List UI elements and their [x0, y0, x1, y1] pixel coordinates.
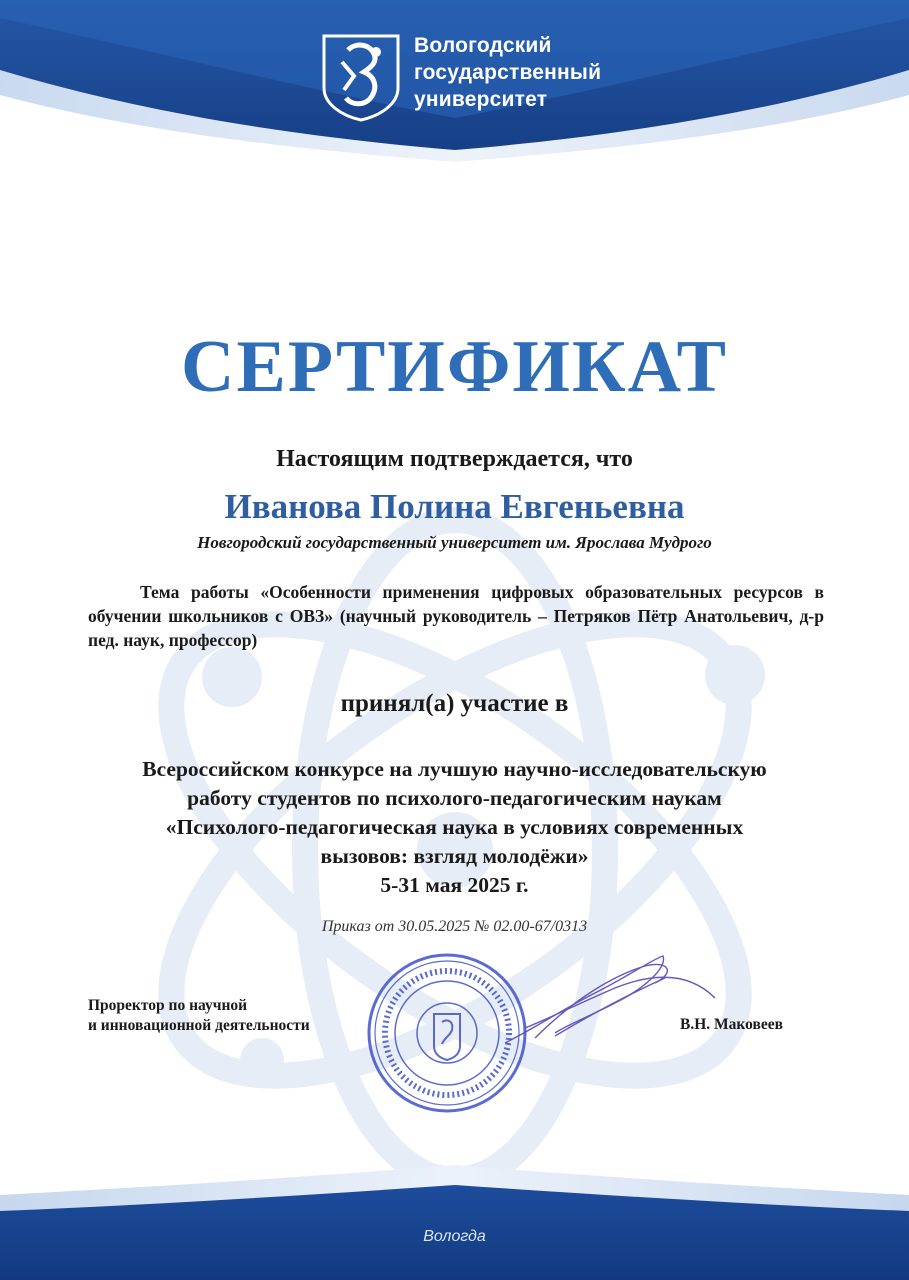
logo-line-2: государственный — [414, 61, 602, 84]
signer-position — [88, 996, 388, 1036]
recipient-name: Иванова Полина Евгеньевна — [224, 487, 685, 526]
footer-banner — [0, 1165, 909, 1280]
contest-description — [40, 755, 869, 900]
participation-text: принял(а) участие в — [340, 690, 569, 717]
signer-name: В.Н. Маковеев — [680, 1016, 783, 1033]
confirm-text: Настоящим подтверждается, что — [276, 446, 633, 472]
contest-dates: 5-31 мая 2025 г. — [380, 873, 529, 897]
handwritten-signature-icon — [495, 948, 725, 1058]
footer-city: Вологда — [423, 1228, 486, 1245]
order-reference: Приказ от 30.05.2025 № 02.00-67/0313 — [321, 918, 588, 935]
logo-line-1: Вологодский — [414, 34, 552, 57]
university-logo — [318, 30, 618, 125]
work-topic: Тема работы «Особенности применения цифровых образовательных ресурсов в обучении школьников с ОВЗ» (научный руководитель – Петряков Пётр Анатольевич, д-р пед. наук, профессор) — [88, 582, 824, 650]
contest-line-2: работу студентов по психолого-педагогическим наукам — [187, 786, 722, 810]
certificate-title: СЕРТИФИКАТ — [181, 326, 728, 408]
logo-line-3: университет — [414, 88, 548, 111]
recipient-university: Новгородский государственный университет им. Ярослава Мудрого — [197, 533, 712, 552]
contest-line-4: вызовов: взгляд молодёжи» — [320, 844, 589, 868]
university-emblem-icon — [318, 32, 404, 122]
university-logo-text — [414, 32, 624, 113]
signer-position-line-1: Проректор по научной — [88, 997, 248, 1014]
signer-position-line-2: и инновационной деятельности — [88, 1017, 310, 1034]
contest-line-1: Всероссийском конкурсе на лучшую научно-исследовательскую — [142, 757, 767, 781]
contest-line-3: «Психолого-педагогическая наука в условиях современных — [165, 815, 744, 839]
